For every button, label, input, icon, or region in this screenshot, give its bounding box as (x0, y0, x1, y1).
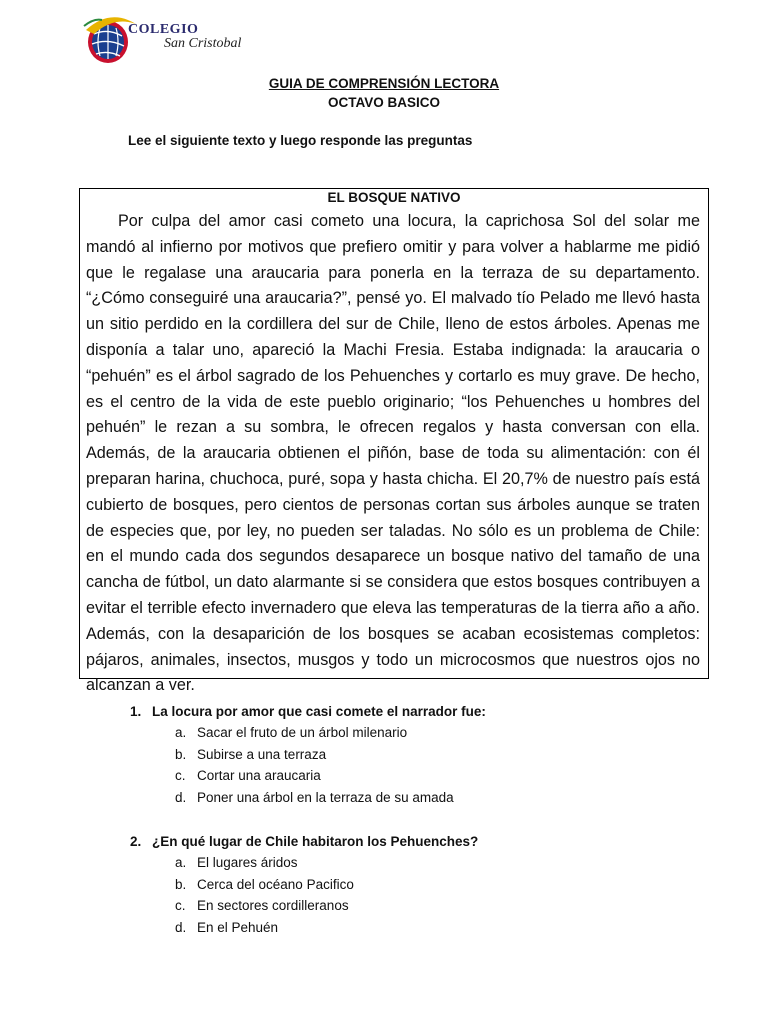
question-text: ¿En qué lugar de Chile habitaron los Pehuenches? (152, 834, 479, 849)
question-number: 1. (130, 704, 142, 719)
option-letter: a. (175, 725, 187, 740)
option-item (175, 917, 354, 939)
option-text: Subirse a una terraza (197, 746, 327, 762)
option-item (175, 852, 354, 874)
option-letter: b. (175, 746, 187, 762)
reading-title: EL BOSQUE NATIVO (327, 190, 461, 205)
page-subtitle: OCTAVO BASICO (327, 95, 440, 110)
option-letter: d. (175, 920, 187, 936)
option-item (175, 765, 454, 787)
reading-box (79, 188, 709, 695)
question-1 (130, 704, 486, 719)
option-text: En sectores cordilleranos (197, 898, 349, 914)
option-item (175, 874, 354, 896)
logo-subtitle: San Cristobal (164, 36, 242, 51)
option-letter: c. (175, 898, 186, 914)
question-text: La locura por amor que casi comete el narrador fue: (152, 704, 486, 719)
question-2 (130, 834, 478, 849)
reading-body: Por culpa del amor casi cometo una locura, la caprichosa Sol del solar me mandó al infierno por motivos que prefiero omitir y para volver a hablarme me pidió que le regalase una araucaria para ponerla en la terraza de su departamento. “¿Cómo conseguiré una araucaria?”, pensé yo. El malvado tío Pelado me llevó hasta un sitio perdido en la cordillera del sur de Chile, lleno de estos árboles. Apenas me disponía a talar uno, apareció la Machi Fresia. Estaba indignada: la araucaria o “pehuén” es el árbol sagrado de los Pehuenches y cortarlo es muy grave. De hecho, es el centro de la vida de este pueblo originario; “los Pehuenches u hombres del pehuén” le rezan a su sombra, le ofrecen regalos y hasta conversan con ella. Además, de la araucaria obtienen el piñón, base de toda su alimentación: con él preparan harina, chuchoca, puré, sopa y hasta chicha. El 20,7% de nuestro país está cubierto de bosques, pero cientos de personas cortan sus árboles aunque se traten de especies que, por ley, no pueden ser taladas. No sólo es un problema de Chile: en el mundo cada dos segundos desaparece un bosque nativo del tamaño de una cancha de fútbol, un dato alarmante si se considera que estos bosques contribuyen a evitar el terrible efecto invernadero que eleva las temperaturas de la tierra año a año. Además, con la desaparición de los bosques se acaban ecosistemas completos: pájaros, animales, insectos, musgos y todo un microcosmos que nuestros ojos no alcanzan a ver. (86, 212, 700, 695)
option-letter: a. (175, 855, 187, 870)
option-item (175, 722, 454, 744)
option-item (175, 895, 354, 917)
globe-logo-icon (80, 10, 140, 68)
option-item (175, 787, 454, 809)
option-letter: c. (175, 768, 186, 784)
option-text: En el Pehuén (197, 920, 279, 936)
question-1-options (175, 722, 454, 809)
option-text: El lugares áridos (197, 855, 298, 870)
option-text: Cortar una araucaria (197, 768, 321, 784)
option-item (175, 744, 454, 766)
option-letter: d. (175, 790, 187, 806)
option-letter: b. (175, 876, 187, 892)
option-text: Cerca del océano Pacifico (197, 876, 354, 892)
option-text: Sacar el fruto de un árbol milenario (197, 725, 408, 740)
option-text: Poner una árbol en la terraza de su amada (197, 790, 454, 806)
question-2-options (175, 852, 354, 939)
question-number: 2. (130, 834, 142, 849)
instructions: Lee el siguiente texto y luego responde las preguntas (128, 133, 473, 148)
page-title: GUIA DE COMPRENSIÓN LECTORA (268, 76, 500, 91)
logo-title: COLEGIO (128, 22, 199, 37)
